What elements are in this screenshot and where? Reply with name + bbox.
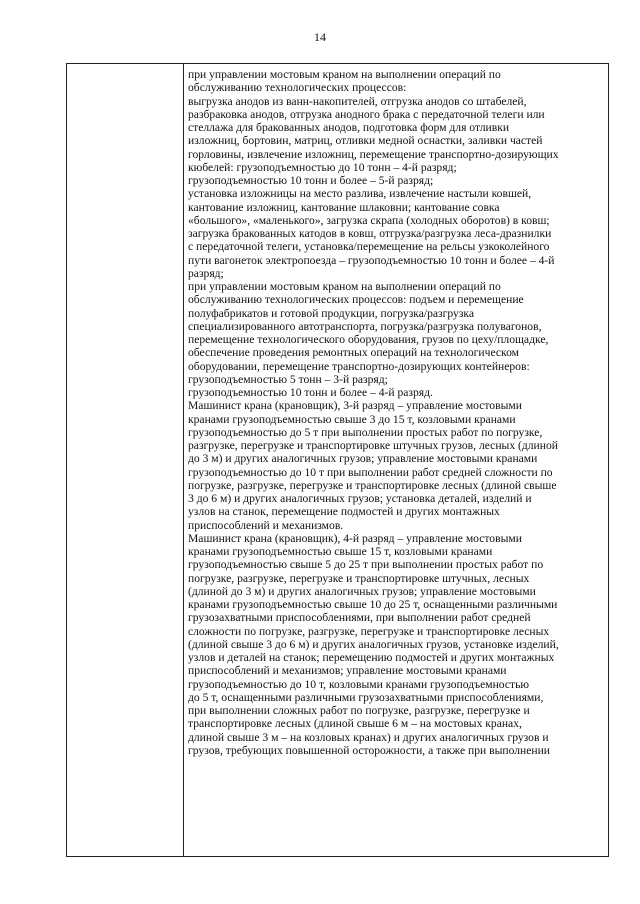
text-line: кранами грузоподъемностью свыше 10 до 25 т, оснащенными различными [188,598,558,611]
text-line: погрузке, разгрузке, перегрузке и транспортировке лесных (длиной свыше [188,478,557,492]
text-line: с передаточной телеги, установка/перемещение на рельсы узкоколейного [188,240,550,254]
text-line: кранами грузоподъемностью свыше 3 до 15 т, козловыми кранами [188,412,516,426]
text-line: горловины, извлечение изложниц, перемещение транспортно-дозирующих [188,147,559,161]
text-line: грузоподъемностью свыше 5 до 25 т при выполнении простых работ по [188,558,544,572]
text-line: обеспечение проведения ремонтных операций на технологическом [188,346,519,360]
text-line: 3 до 6 м) и других аналогичных грузов; установка деталей, изделий и [188,492,532,505]
text-line: полуфабрикатов и готовой продукции, погрузка/разгрузка [188,306,475,320]
text-line: грузов, требующих повышенной осторожности, а также при выполнении [188,743,550,757]
text-line: кюбелей: грузоподъемностью до 10 тонн – 4-й разряд; [188,160,457,174]
text-line: загрузка бракованных катодов в ковш, отгрузка/разгрузка леса-дразнилки [188,227,552,240]
text-line: грузозахватными приспособлениями, при выполнении работ средней [188,611,531,625]
text-line: погрузке, разгрузке, перегрузке и транспортировке штучных, лесных [188,571,530,585]
text-line: разгрузке, перегрузке и транспортировке штучных грузов, лесных (длиной [188,439,558,452]
text-line: изложниц, бортовин, матриц, отливки медной оснастки, заливки частей [188,134,543,148]
text-line: до 3 м) и других аналогичных грузов; управление мостовыми кранами [188,452,538,466]
text-line: кантование изложниц, кантование шлаковни; кантование совка [188,200,500,214]
text-line: (длиной свыше 3 до 6 м) и других аналогичных грузов, установке изделий, [188,637,559,651]
text-line: перемещение технологического оборудования, грузов по цеху/площадке, [188,333,549,346]
text-line: грузоподъемностью 10 тонн и более – 5-й разряд; [188,174,434,187]
text-line: разряд; [188,266,224,280]
text-line: транспортировке лесных (длиной свыше 6 м – на мостовых кранах, [188,717,522,731]
text-line: грузоподъемностью до 10 т, козловыми кранами грузоподъемностью [188,677,530,691]
text-line: установка изложницы на место разлива, извлечение настыли ковшей, [188,187,532,201]
text-line: (длиной до 3 м) и других аналогичных грузов; управление мостовыми [188,584,536,598]
text-line: узлов и деталей на станок; перемещению подмостей и других монтажных [188,651,555,664]
text-line: сложности по погрузке, разгрузке, перегрузке и транспортировке лесных [188,624,550,638]
text-line: пути вагонеток электропоезда – грузоподъемностью 10 тонн и более – 4-й [188,253,555,267]
text-line: грузоподъемностью 5 тонн – 3-й разряд; [188,372,388,386]
left-column-cell [67,64,184,857]
text-line: выгрузка анодов из ванн-накопителей, отгрузка анодов со штабелей, [188,94,527,108]
text-line: длиной свыше 3 м – на козловых кранах) и других аналогичных грузов и [188,730,549,744]
text-line: приспособлений и механизмов. [188,518,344,532]
text-line: приспособлений и механизмов; управление мостовыми кранами [188,664,507,678]
text-line: стеллажа для бракованных анодов, подготовка форм для отливки [188,121,510,134]
text-line: разбраковка анодов, отгрузка анодного брака с передаточной телеги или [188,107,545,121]
text-line: «большого», «маленького», загрузка скрапа (холодных оборотов) в ковш; [188,213,550,227]
text-line: при управлении мостовым краном на выполнении операций по [188,68,501,81]
text-line: до 5 т, оснащенными различными грузозахватными приспособлениями, [188,690,544,704]
cell-text-block [184,64,608,757]
text-line: Машинист крана (крановщик), 3-й разряд – управление мостовыми [188,399,522,413]
text-line: грузоподъемностью до 5 т при выполнении простых работ по погрузке, [188,425,543,439]
text-line: обслуживанию технологических процессов: подъем и перемещение [188,293,524,307]
text-line: обслуживанию технологических процессов: [188,81,407,95]
text-line: оборудовании, перемещение транспортно-дозирующих контейнеров: [188,359,530,373]
text-line: при управлении мостовым краном на выполнении операций по [188,280,501,293]
text-line: кранами грузоподъемностью свыше 15 т, козловыми кранами [188,545,493,558]
text-line: грузоподъемностью до 10 т при выполнении работ средней сложности по [188,465,553,479]
text-line: узлов на станок, перемещение подмостей и других монтажных [188,505,500,519]
text-line: грузоподъемностью 10 тонн и более – 4-й разряд. [188,386,433,399]
table-row [67,64,609,857]
right-column-cell [184,64,609,857]
text-line: специализированного автотранспорта, погрузка/разгрузка полувагонов, [188,319,542,333]
text-line: при выполнении сложных работ по погрузке, разгрузке, перегрузке и [188,704,530,717]
content-table [66,63,609,857]
text-line: Машинист крана (крановщик), 4-й разряд – управление мостовыми [188,531,522,545]
page-number: 14 [314,30,326,44]
